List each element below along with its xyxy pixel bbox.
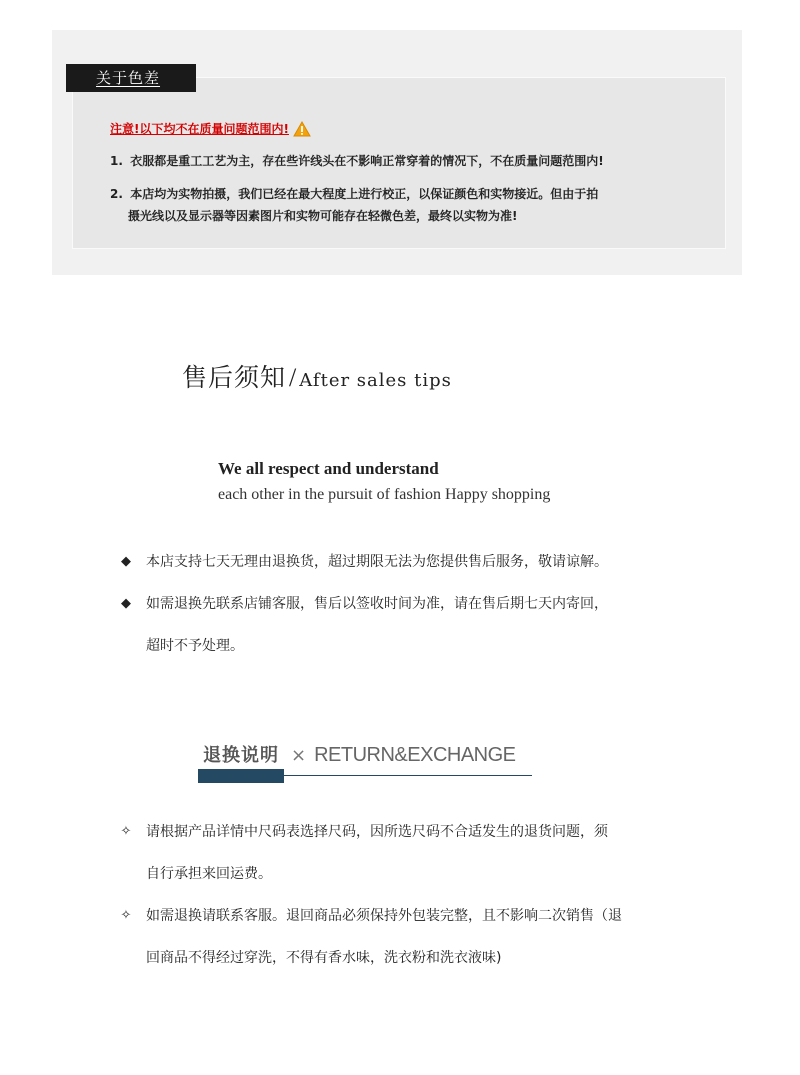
item-number: 2.: [110, 187, 123, 201]
diamond-bullet-icon: ◆: [121, 554, 131, 569]
quality-warning: [110, 120, 311, 137]
bullet-text-line1: 如需退换先联系店铺客服，售后以签收时间为准，请在售后期七天内寄回，: [146, 596, 608, 612]
bullet-text-line1: 如需退换请联系客服。退回商品必须保持外包装完整，且不影响二次销售（退: [146, 908, 622, 924]
bullet-text-line1: 本店支持七天无理由退换货，超过期限无法为您提供售后服务，敬请谅解。: [146, 554, 608, 570]
bullet-text-line2: 回商品不得经过穿洗，不得有香水味，洗衣粉和洗衣液味): [146, 950, 502, 966]
bullet-text-line2: 超时不予处理。: [146, 638, 244, 654]
warning-triangle-icon: [293, 121, 311, 137]
after-sales-bullet-1: [118, 541, 698, 583]
color-difference-item-1: [110, 150, 700, 172]
bullet-text-line1: 请根据产品详情中尺码表选择尺码，因所选尺码不合适发生的退货问题，须: [146, 824, 608, 840]
sparkle-bullet-icon: ✧: [120, 824, 132, 839]
after-sales-title-cn: 售后须知: [182, 363, 287, 392]
respect-line-2: each other in the pursuit of fashion Happy shopping: [218, 486, 551, 503]
item-text: 衣服都是重工工艺为主，存在些许线头在不影响正常穿着的情况下，不在质量问题范围内!: [130, 154, 604, 168]
diamond-bullet-icon: ◆: [121, 596, 131, 611]
return-exchange-title-cn: 退换说明: [203, 745, 279, 766]
heading-underline: [284, 775, 532, 776]
after-sales-title: [182, 358, 452, 394]
heading-accent-bar: [198, 769, 284, 783]
times-separator: ×: [291, 745, 307, 766]
after-sales-bullet-2: [118, 583, 698, 667]
color-difference-tag: [66, 64, 196, 92]
bullet-text-line2: 自行承担来回运费。: [146, 866, 272, 882]
after-sales-title-en: After sales tips: [299, 370, 452, 391]
sparkle-bullet-icon: ✧: [120, 908, 132, 923]
return-exchange-title-en: RETURN&EXCHANGE: [314, 744, 516, 766]
return-bullet-1: [118, 811, 698, 895]
item-text-line1: 本店均为实物拍摄，我们已经在最大程度上进行校正，以保证颜色和实物接近。但由于拍: [130, 187, 599, 201]
return-exchange-heading: [203, 741, 516, 767]
title-slash: /: [289, 363, 297, 392]
color-difference-item-2: [110, 183, 700, 227]
quality-warning-text: 注意!以下均不在质量问题范围内!: [110, 122, 289, 136]
respect-line-1: We all respect and understand: [218, 459, 439, 478]
return-bullet-2: [118, 895, 698, 979]
item-number: 1.: [110, 154, 123, 168]
color-difference-tag-label: 关于色差: [96, 69, 161, 87]
item-text-line2: 摄光线以及显示器等因素图片和实物可能存在轻微色差，最终以实物为准!: [128, 209, 518, 223]
